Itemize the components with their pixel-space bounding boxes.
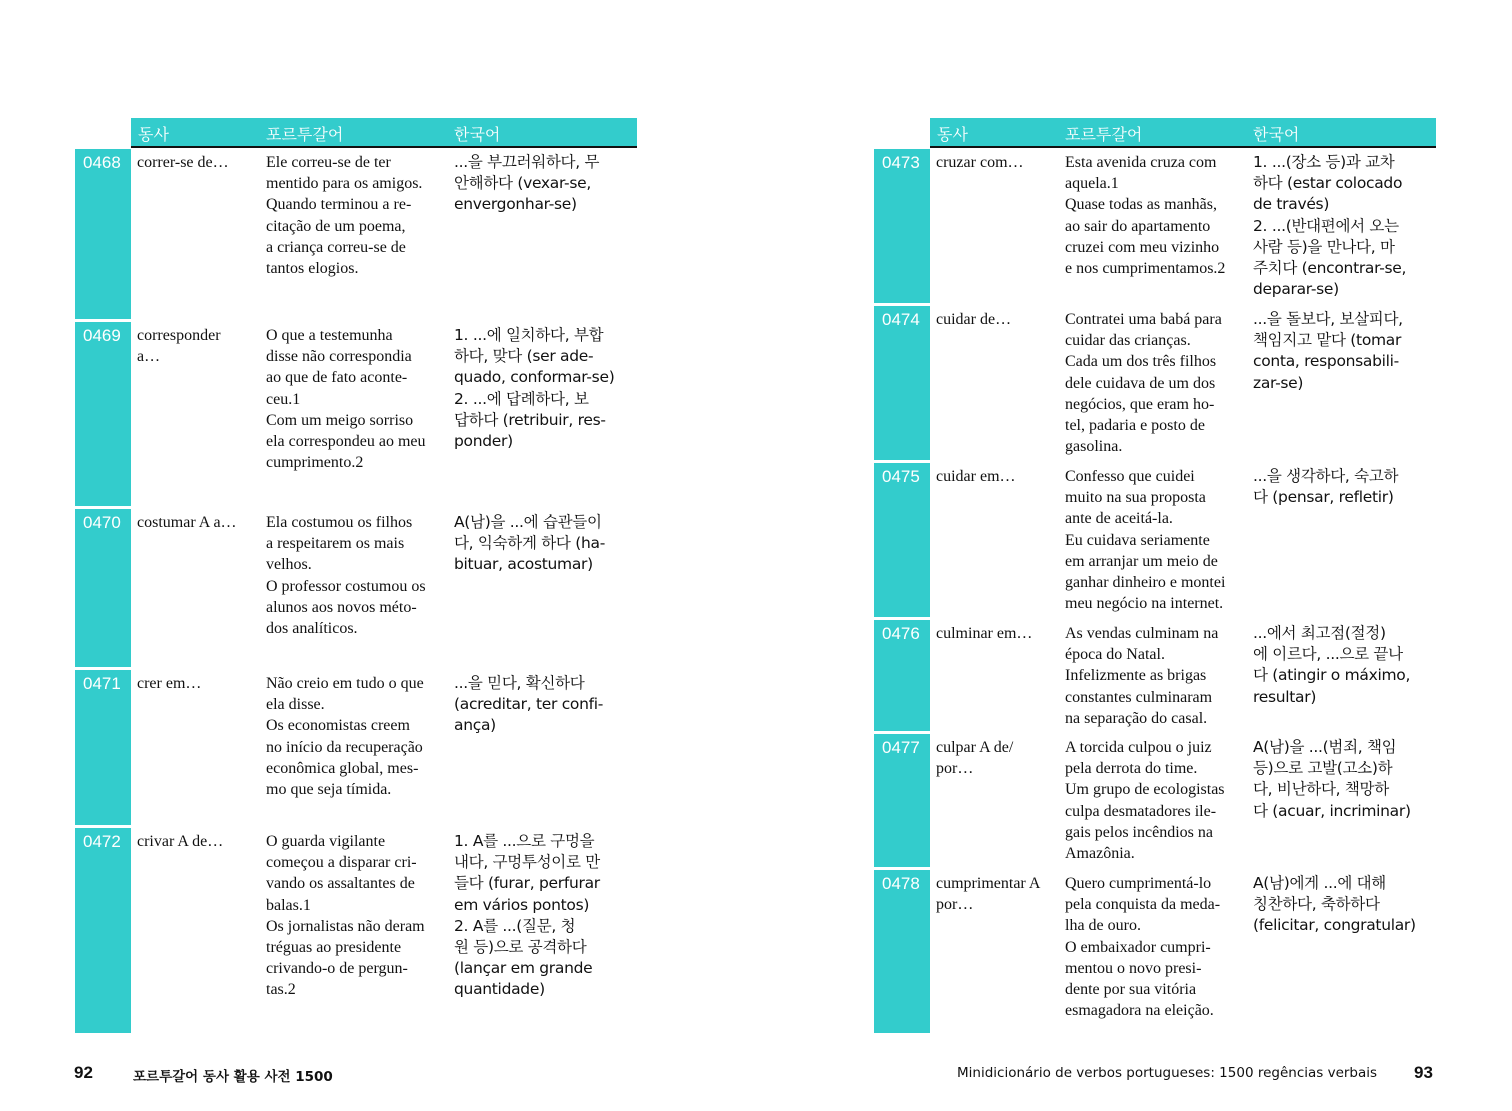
entry-number: 0468 [75,149,131,319]
entry-verb: culpar A de/ por… [936,739,1014,778]
header-korean: 한국어 [1253,125,1300,144]
entry-verb: crivar A de… [137,833,224,850]
entry-number: 0478 [874,870,930,1033]
entry-number: 0472 [75,828,131,1033]
entry-portuguese-example: Confesso que cuidei muito na sua proposta ante de aceitá-la. Eu cuidava seriamente em arranjar um meio de ganhar dinheiro e montei meu negócio na internet. [1065,468,1226,613]
entry-number: 0477 [874,734,930,867]
entry-portuguese-example: Ele correu-se de ter mentido para os amigos. Quando terminou a re- citação de um poema, a criança correu-se de tantos elogios. [266,154,423,278]
entry-row [874,870,1444,1033]
entry-verb: cuidar de… [936,311,1012,328]
book-title: 포르투갈어 동사 활용 사전 1500 [133,1069,333,1085]
entry-verb: costumar A a… [137,514,237,531]
entry-korean-meaning: ...을 돌보다, 보살피다, 책임지고 맡다 (tomar conta, responsabili- zar-se) [1253,310,1403,392]
entry-portuguese-example: O que a testemunha disse não correspondia ao que de fato aconte- ceu.1 Com um meigo sorriso ela correspondeu ao meu cumprimento.2 [266,327,426,472]
entry-row [874,620,1444,731]
entry-portuguese-example: Esta avenida cruza com aquela.1 Quase todas as manhãs, ao sair do apartamento cruzei com meu vizinho e nos cumprimentamos.2 [1065,154,1226,278]
entry-row [75,670,645,825]
entry-korean-meaning: ...을 믿다, 확신하다 (acreditar, ter confi- ança) [454,674,604,735]
entry-portuguese-example: Contratei uma babá para cuidar das crianças. Cada um dos três filhos dele cuidava de um dos negócios, que eram ho- tel, padaria e posto de gasolina. [1065,311,1222,456]
entry-verb: culminar em… [936,625,1033,642]
entry-portuguese-example: O guarda vigilante começou a disparar cri- vando os assaltantes de balas.1 Os jornalistas não deram tréguas ao presidente crivando-o de pergun- tas.2 [266,833,425,999]
entry-korean-meaning: A(남)을 ...에 습관들이 다, 익숙하게 하다 (ha- bituar, acostumar) [454,513,605,574]
entry-verb: correr-se de… [137,154,229,171]
right-page [756,0,1512,1111]
entry-korean-meaning: 1. ...에 일치하다, 부합 하다, 맞다 (ser ade- quado, conformar-se) 2. ...에 답례하다, 보 답하다 (retribuir, res- ponder) [454,326,615,451]
entry-verb: cuidar em… [936,468,1016,485]
entry-row [874,149,1444,303]
entry-korean-meaning: 1. ...(장소 등)과 교차 하다 (estar colocado de través) 2. ...(반대편에서 오는 사람 등)을 만나다, 마 주치다 (encontrar-se, deparar-se) [1253,153,1407,299]
table-header [131,118,637,148]
entry-korean-meaning: ...을 생각하다, 숙고하 다 (pensar, refletir) [1253,467,1399,507]
entry-korean-meaning: A(남)에게 ...에 대해 칭찬하다, 축하하다 (felicitar, congratular) [1253,874,1416,935]
entry-korean-meaning: ...을 부끄러워하다, 무 안해하다 (vexar-se, envergonhar-se) [454,153,600,214]
entry-korean-meaning: 1. A를 ...으로 구멍을 내다, 구멍투성이로 만 들다 (furar, perfurar em vários pontos) 2. A를 ...(질문, 청 원 등)으로 공격하다 (lançar em grande quantidade) [454,832,600,999]
entry-korean-meaning: ...에서 최고점(절정) 에 이르다, ...으로 끝나 다 (atingir o máximo, resultar) [1253,624,1411,706]
entry-row [874,463,1444,617]
entry-portuguese-example: A torcida culpou o juiz pela derrota do time. Um grupo de ecologistas culpa desmatadores ile- gais pelos incêndios na Amazônia. [1065,739,1225,863]
entry-row [874,734,1444,867]
entry-portuguese-example: As vendas culminam na época do Natal. Infelizmente as brigas constantes culminaram na separação do casal. [1065,625,1219,727]
entry-row [75,322,645,506]
book-title: Minidicionário de verbos portugueses: 1500 regências verbais [957,1065,1378,1081]
table-header [930,118,1436,148]
entry-verb: crer em… [137,675,202,692]
entry-korean-meaning: A(남)을 ...(범죄, 책임 등)으로 고발(고소)하 다, 비난하다, 책망하 다 (acuar, incriminar) [1253,738,1411,820]
header-verb: 동사 [138,125,169,144]
entry-verb: corresponder a… [137,327,221,366]
header-korean: 한국어 [454,125,501,144]
entry-row [75,149,645,319]
entry-number: 0471 [75,670,131,825]
header-portuguese: 포르투갈어 [266,125,344,144]
entry-number: 0474 [874,306,930,460]
entry-row [75,828,645,1033]
entry-number: 0475 [874,463,930,617]
entry-row [75,509,645,667]
entry-number: 0476 [874,620,930,731]
page-number: 93 [1414,1063,1433,1082]
header-portuguese: 포르투갈어 [1065,125,1143,144]
entry-portuguese-example: Não creio em tudo o que ela disse. Os economistas creem no início da recuperação econômica global, mes- mo que seja tímida. [266,675,424,799]
entry-number: 0473 [874,149,930,303]
entry-row [874,306,1444,460]
entry-verb: cruzar com… [936,154,1024,171]
entry-number: 0470 [75,509,131,667]
entry-portuguese-example: Quero cumprimentá-lo pela conquista da meda- lha de ouro. O embaixador cumpri- mentou o novo presi- dente por sua vitória esmagadora na eleição. [1065,875,1221,1020]
entry-portuguese-example: Ela costumou os filhos a respeitarem os mais velhos. O professor costumou os alunos aos novos méto- dos analíticos. [266,514,426,638]
entry-number: 0469 [75,322,131,506]
header-verb: 동사 [937,125,968,144]
entry-verb: cumprimentar A por… [936,875,1041,914]
page-number: 92 [74,1063,93,1082]
